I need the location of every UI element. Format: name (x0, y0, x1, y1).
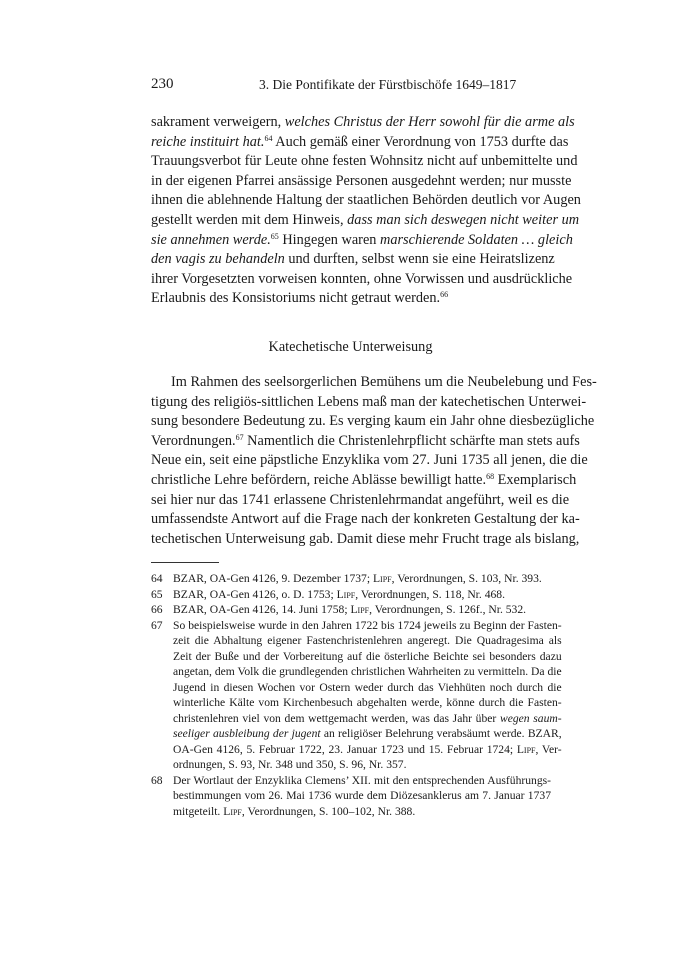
paragraph-catechesis: Im Rahmen des seelsorgerlichen Bemühens um die Neubelebung und Fes- tigung des religiös-sittlichen Lebens maß man der katechetischen Unterwei- sung besondere Bedeutung zu. Es verging kaum ein Jahr ohne diesbezügliche Verordnungen.$^{67}$ Namentlich die Christenlehrpflicht schärfte man stets aufs Neue ein, seit eine päpstliche Enzyklika vom 27. Juni 1735 all jenen, die die christliche Lehre befördern, reiche Ablässe bewilligt hatte.$^{68}$ Exemplarisch sei hier nur das 1741 erlassene Christenlehrmandat angeführt, weil es die umfassendste Antwort auf die Frage nach der konkreten Gestaltung der ka- techetischen Unterweisung gab. Damit diese mehr Frucht trage als bislang, (151, 374, 597, 547)
footnote-ref-66[interactable]: 66 (440, 290, 449, 300)
footnote-ref-64[interactable]: 64 (264, 133, 273, 143)
footnote-ref-68[interactable]: 68 (486, 471, 495, 481)
footnotes (151, 571, 562, 819)
footnote-64: 64 BZAR, OA-Gen 4126, 9. Dezember 1737; Lipf, Verordnungen, S. 103, Nr. 393. (151, 572, 542, 585)
paragraph-marriage: sakrament verweigern, welches Christus der Herr sowohl für die arme als reiche instituirt hat.$^{64}$ Auch gemäß einer Verordnung von 1753 durfte das Trauungsverbot für Leute ohne festen Wohnsitz nicht auf unbemittelte und in der eigenen Pfarrei ansässige Personen ausgedehnt werden; nur musste ihnen die ablehnende Haltung der staatlichen Behörden deutlich vor Augen gestellt werden mit dem Hinweis, dass man sich deswegen nicht weiter um sie annehmen werde.$^{65}$ Hingegen waren marschierende Soldaten … gleich den vagis zu behandeln und durften, selbst wenn sie eine Heiratslizenz ihrer Vorgesetzten vorweisen konnten, ohne Vorwissen und ausdrückliche Erlaubnis des Konsistoriums nicht getraut werden.$^{66}$ (151, 114, 581, 307)
footnote-separator (151, 562, 219, 563)
running-title: 3. Die Pontifikate der Fürstbischöfe 1649–1817 (259, 77, 517, 92)
footnote-68: 68 Der Wortlaut der Enzyklika Clemens’ XII. mit den entsprechenden Ausführungs- bestimmungen vom 26. Mai 1736 wurde dem Diözesanklerus am 7. Januar 1737 mitgeteilt. Lipf, Verordnungen, S. 100–102, Nr. 388. (151, 773, 551, 818)
footnote-67: 67 So beispielsweise wurde in den Jahren 1722 bis 1724 jeweils zu Beginn der Fasten- zeit die Abhaltung eigener Fastenchristenlehren angeregt. Die Quadragesima als Zeit der Buße und der Vorbereitung auf die österliche Beichte sei besonders dazu angetan, dem Volk die grundlegenden christlichen Wahrheiten zu vermitteln. Da die Jugend in diesen Wochen vor Ostern weder durch das Viehhüten noch durch die winterliche Kälte vom Kirchenbesuch abgehalten werde, könne durch die Fasten- christenlehren viel von dem wettgemacht werden, was das Jahr über wegen saum- seeliger ausbleibung der jugent an religiöser Belehrung verabsäumt werde. BZAR, OA-Gen 4126, 5. Februar 1722, 23. Januar 1723 und 15. Februar 1724; Lipf, Ver- ordnungen, S. 93, Nr. 348 und 350, S. 96, Nr. 357. (151, 618, 562, 771)
footnote-66: 66 BZAR, OA-Gen 4126, 14. Juni 1758; Lipf, Verordnungen, S. 126f., Nr. 532. (151, 603, 527, 616)
footnote-ref-65[interactable]: 65 (270, 231, 279, 241)
footnote-65: 65 BZAR, OA-Gen 4126, o. D. 1753; Lipf, Verordnungen, S. 118, Nr. 468. (151, 587, 505, 601)
section-heading: Katechetische Unterweisung (268, 339, 433, 355)
footnote-ref-67[interactable]: 67 (235, 432, 244, 442)
page-number: 230 (151, 76, 174, 92)
